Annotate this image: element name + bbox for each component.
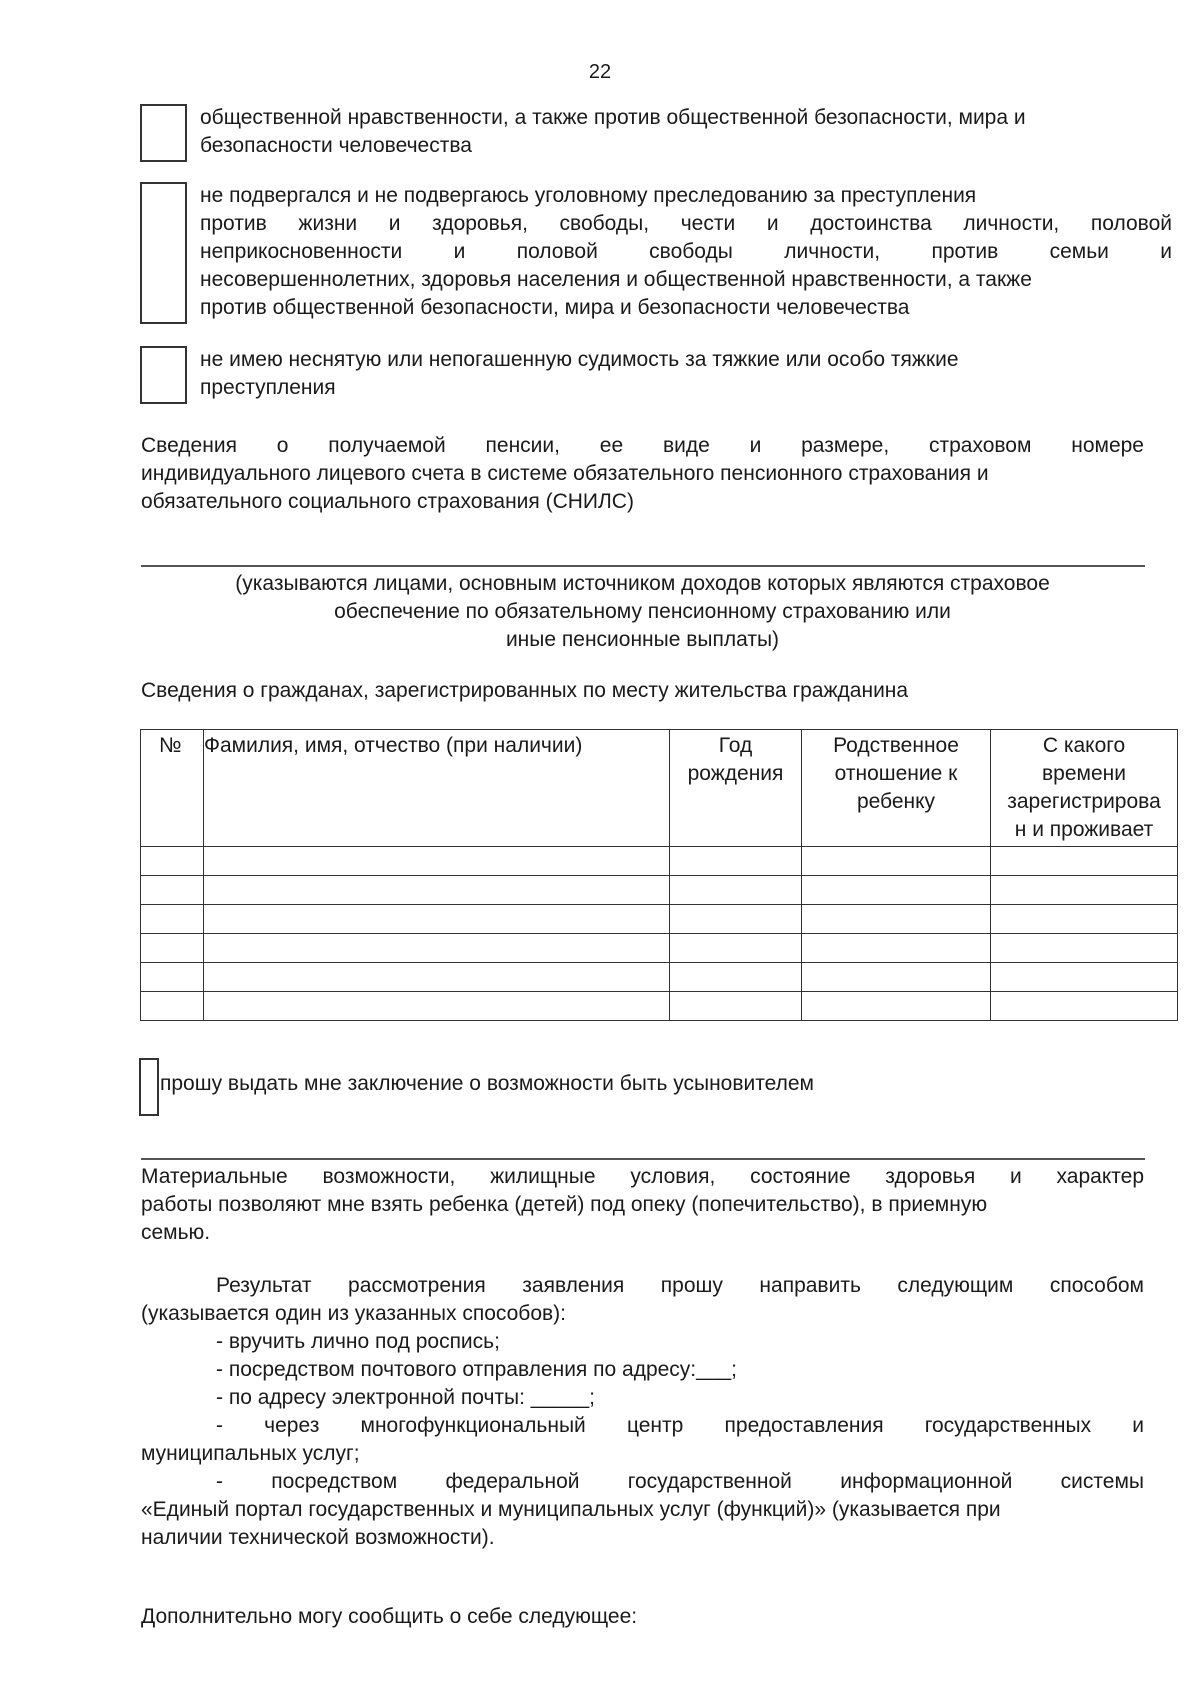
checkbox-1-text: общественной нравственности, а также против общественной безопасности, мира и безопасности человечества	[200, 106, 1026, 157]
pension-input-line[interactable]	[141, 565, 1145, 567]
col-header-birth-year: Год рождения	[670, 730, 802, 847]
table-cell[interactable]	[204, 992, 670, 1021]
table-cell[interactable]	[141, 905, 204, 934]
checkbox-3-text: не имею неснятую или непогашенную судимость за тяжкие или особо тяжкие преступления	[200, 348, 959, 399]
table-cell[interactable]	[991, 934, 1178, 963]
table-cell[interactable]	[802, 847, 991, 876]
col-header-relation: Родственное отношение к ребенку	[802, 730, 991, 847]
material-conditions: Материальные возможности, жилищные условия, состояние здоровья и характер работы позволяют мне взять ребенка (детей) под опеку (попечительство), в приемную семью.	[141, 1165, 1144, 1244]
col-header-registered-since: С какого времени зарегистрирова н и проживает	[991, 730, 1178, 847]
checkbox-row-2	[140, 182, 1172, 324]
pension-info: Сведения о получаемой пенсии, ее виде и размере, страховом номере индивидуального лицевого счета в системе обязательного пенсионного страхования и обязательного социального страхования (СНИЛС)	[141, 434, 1144, 513]
table-cell[interactable]	[991, 992, 1178, 1021]
result-delivery: Результат рассмотрения заявления прошу направить следующим способом (указывается один из указанных способов): - вручить лично под роспись; - посредством почтового отправления по адресу:___; - по адресу электронной почты: _____; - через многофункциональный центр предоставления государственных и муниципальных услуг; - посредством федеральной государственной информационной системы «Единый портал государственных и муниципальных услуг (функций)» (указывается при наличии технической возможности).	[141, 1274, 1144, 1549]
table-cell[interactable]	[670, 992, 802, 1021]
col-header-name: Фамилия, имя, отчество (при наличии)	[204, 730, 670, 847]
page-number: 22	[588, 61, 612, 83]
table-cell[interactable]	[204, 876, 670, 905]
registered-table	[140, 729, 1178, 1021]
table-cell[interactable]	[204, 934, 670, 963]
table-cell[interactable]	[991, 963, 1178, 992]
table-row	[141, 905, 1178, 934]
table-header-row	[141, 730, 1178, 847]
table-cell[interactable]	[802, 905, 991, 934]
conclusion-text: прошу выдать мне заключение о возможности быть усыновителем	[160, 1072, 814, 1095]
delivery-option-in-person: - вручить лично под роспись;	[216, 1330, 500, 1353]
table-cell[interactable]	[802, 876, 991, 905]
table-cell[interactable]	[991, 905, 1178, 934]
checkbox-3[interactable]	[140, 346, 187, 404]
table-cell[interactable]	[802, 934, 991, 963]
checkbox-2[interactable]	[140, 182, 187, 324]
checkbox-row-1	[140, 104, 1172, 162]
table-row	[141, 992, 1178, 1021]
table-row	[141, 876, 1178, 905]
table-cell[interactable]	[204, 847, 670, 876]
table-cell[interactable]	[141, 876, 204, 905]
table-cell[interactable]	[670, 847, 802, 876]
table-cell[interactable]	[670, 876, 802, 905]
table-cell[interactable]	[991, 876, 1178, 905]
delivery-option-email: - по адресу электронной почты: _____;	[216, 1386, 596, 1409]
conclusion-checkbox[interactable]	[139, 1058, 159, 1116]
checkbox-1[interactable]	[140, 104, 187, 162]
table-cell[interactable]	[141, 847, 204, 876]
table-cell[interactable]	[802, 992, 991, 1021]
col-header-num: №	[141, 730, 204, 847]
table-cell[interactable]	[670, 963, 802, 992]
registered-heading: Сведения о гражданах, зарегистрированных по месту жительства гражданина	[141, 679, 909, 702]
table-cell[interactable]	[204, 905, 670, 934]
delivery-option-portal: - посредством федеральной государственной информационной системы	[216, 1470, 1144, 1493]
table-row	[141, 963, 1178, 992]
delivery-option-mfc: - через многофункциональный центр предоставления государственных и	[216, 1414, 1144, 1437]
table-cell[interactable]	[204, 963, 670, 992]
delivery-option-post: - посредством почтового отправления по адресу:___;	[216, 1358, 738, 1381]
table-row	[141, 847, 1178, 876]
conclusion-checkbox-row	[139, 1058, 1171, 1116]
table-cell[interactable]	[802, 963, 991, 992]
table-cell[interactable]	[141, 934, 204, 963]
table-cell[interactable]	[670, 934, 802, 963]
checkbox-2-text: не подвергался и не подвергаюсь уголовному преследованию за преступления против жизни и здоровья, свободы, чести и достоинства личности, половой неприкосновенности и половой свободы личности, против семьи и несовершеннолетних, здоровья населения и общественной нравственности, а также против общественной безопасности, мира и безопасности человечества	[200, 184, 1172, 319]
table-cell[interactable]	[141, 963, 204, 992]
table-cell[interactable]	[670, 905, 802, 934]
checkbox-row-3	[140, 346, 1172, 404]
pension-note: (указываются лицами, основным источником доходов которых являются страховое обеспечение по обязательному пенсионному страхованию или иные пенсионные выплаты)	[235, 572, 1050, 651]
additional-info-label: Дополнительно могу сообщить о себе следующее:	[141, 1605, 638, 1628]
table-row	[141, 934, 1178, 963]
conclusion-input-line[interactable]	[141, 1158, 1145, 1160]
table-cell[interactable]	[141, 992, 204, 1021]
table-cell[interactable]	[991, 847, 1178, 876]
